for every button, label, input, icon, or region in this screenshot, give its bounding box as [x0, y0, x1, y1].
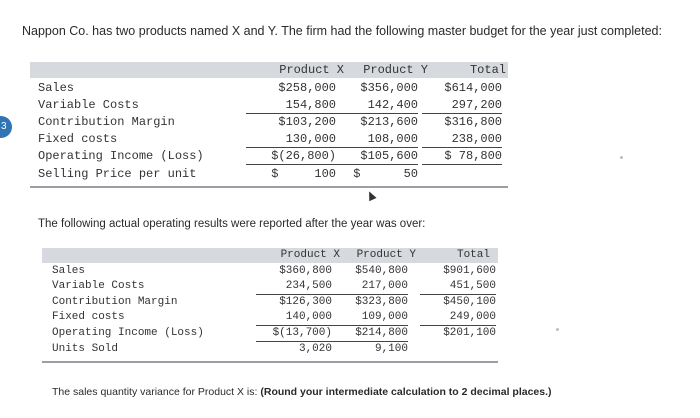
row-label-fixed-costs: Fixed costs	[52, 311, 125, 323]
cell-x-operating-income: $(13,700)	[256, 326, 332, 342]
cell-x-fixed-costs: 140,000	[256, 310, 332, 326]
cell-x-selling-price: $ 100	[271, 167, 336, 181]
side-tab[interactable]: 3	[0, 116, 12, 138]
cell-x-units-sold: 3,020	[298, 343, 332, 355]
cell-x-variable-costs: 234,500	[256, 279, 332, 295]
decor-dot	[620, 156, 623, 159]
question-instruction: (Round your intermediate calculation to 2 decimal places.)	[260, 386, 552, 398]
master-budget-table	[30, 62, 508, 192]
question-text	[52, 386, 552, 398]
cell-x-contribution-margin: $126,300	[279, 296, 332, 308]
cell-total-fixed-costs: 238,000	[422, 131, 502, 148]
table-bottom-rule	[42, 361, 498, 363]
cell-y-fixed-costs: 108,000	[336, 131, 418, 148]
col-header-total: Total	[469, 63, 506, 77]
row-label-contribution-margin: Contribution Margin	[38, 115, 175, 129]
row-label-variable-costs: Variable Costs	[38, 98, 139, 112]
cell-y-operating-income: $214,800	[332, 326, 408, 342]
cell-total-contribution-margin: $316,800	[444, 115, 502, 129]
cell-total-variable-costs: 451,500	[420, 279, 496, 295]
col-header-product-y: Product Y	[363, 63, 428, 77]
row-label-operating-income: Operating Income (Loss)	[52, 327, 204, 339]
cell-y-contribution-margin: $323,800	[355, 296, 408, 308]
col-header-total: Total	[456, 249, 490, 261]
cell-x-variable-costs: 154,800	[246, 97, 336, 114]
col-header-product-y: Product Y	[356, 249, 416, 261]
row-label-fixed-costs: Fixed costs	[38, 132, 118, 146]
row-label-variable-costs: Variable Costs	[52, 280, 145, 292]
row-label-sales: Sales	[52, 265, 86, 277]
cell-x-sales: $258,000	[278, 81, 336, 95]
cell-y-fixed-costs: 109,000	[332, 310, 408, 326]
row-label-operating-income: Operating Income (Loss)	[38, 149, 204, 163]
cell-total-contribution-margin: $450,100	[443, 296, 496, 308]
row-label-units-sold: Units Sold	[52, 343, 119, 355]
cell-y-selling-price: $ 50	[353, 167, 418, 181]
cell-y-variable-costs: 142,400	[336, 97, 418, 114]
row-label-selling-price: Selling Price per unit	[38, 167, 197, 181]
cell-y-units-sold: 9,100	[374, 343, 408, 355]
cell-x-contribution-margin: $103,200	[278, 115, 336, 129]
cell-x-fixed-costs: 130,000	[246, 131, 336, 148]
cell-total-operating-income: $201,100	[443, 327, 496, 339]
row-label-sales: Sales	[38, 81, 75, 95]
cell-y-operating-income: $105,600	[336, 148, 418, 165]
col-header-product-x: Product X	[279, 63, 344, 77]
row-label-contribution-margin: Contribution Margin	[52, 296, 178, 308]
intro-text: Nappon Co. has two products named X and Y. The firm had the following master budget for the year just completed:	[22, 24, 662, 38]
cell-y-sales: $540,800	[355, 265, 408, 277]
cell-x-sales: $360,800	[279, 265, 332, 277]
decor-dot	[556, 328, 559, 331]
cell-total-sales: $901,600	[443, 265, 496, 277]
cell-y-contribution-margin: $213,600	[360, 115, 418, 129]
actual-results-table	[42, 248, 498, 366]
cell-y-sales: $356,000	[360, 81, 418, 95]
cell-total-variable-costs: 297,200	[422, 97, 502, 114]
cell-y-variable-costs: 217,000	[332, 279, 408, 295]
actual-results-text: The following actual operating results were reported after the year was over:	[38, 218, 426, 230]
table-bottom-rule	[30, 186, 508, 188]
cell-x-operating-income: $(26,800)	[246, 148, 336, 165]
cell-total-operating-income: $ 78,800	[422, 148, 502, 165]
cell-total-fixed-costs: 249,000	[420, 310, 496, 326]
cell-total-sales: $614,000	[444, 81, 502, 95]
question-prompt: The sales quantity variance for Product X is:	[52, 386, 258, 398]
col-header-product-x: Product X	[280, 249, 340, 261]
